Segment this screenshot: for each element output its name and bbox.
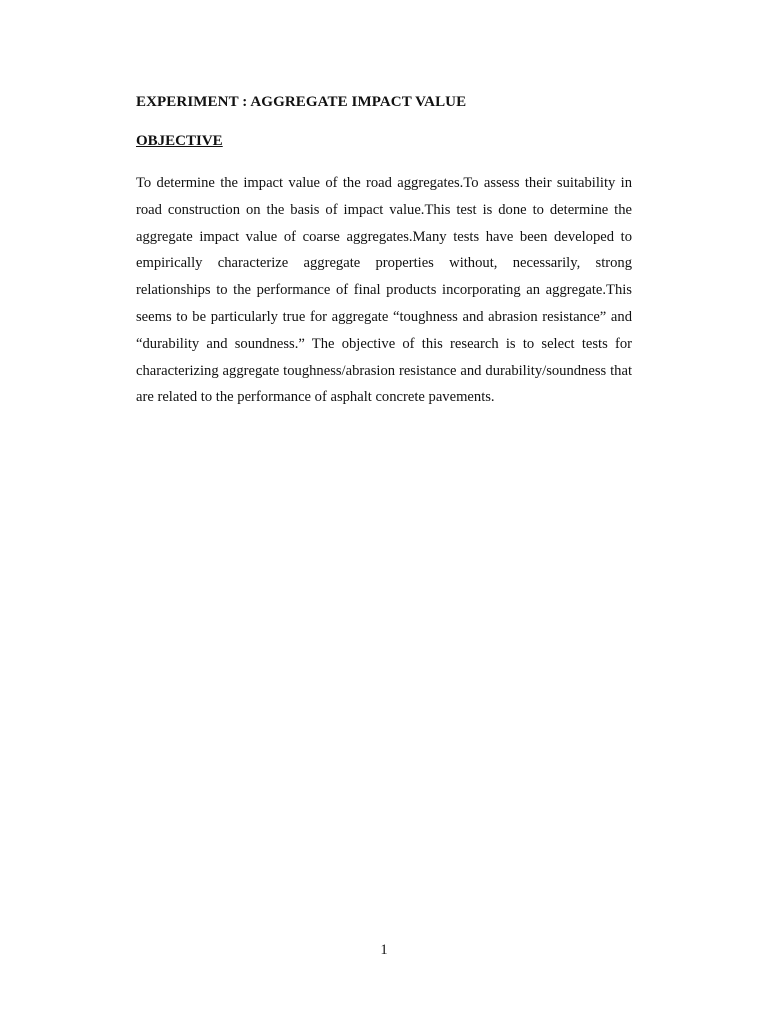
page-number: 1	[380, 942, 388, 958]
section-heading-objective: OBJECTIVE	[136, 133, 223, 149]
document-title: EXPERIMENT : AGGREGATE IMPACT VALUE	[136, 94, 467, 110]
objective-paragraph: To determine the impact value of the road aggregates.To assess their suitability in road construction on the basis of impact value.This test is done to determine the aggregate impact value of coarse aggregates.Many tests have been developed to empirically characterize aggregate properties without, necessarily, strong relationships to the performance of final products incorporating an aggregate.This seems to be particularly true for aggregate “toughness and abrasion resistance” and “durability and soundness.” The objective of this research is to select tests for characterizing aggregate toughness/abrasion resistance and durability/soundness that are related to the performance of asphalt concrete pavements.	[136, 175, 632, 406]
